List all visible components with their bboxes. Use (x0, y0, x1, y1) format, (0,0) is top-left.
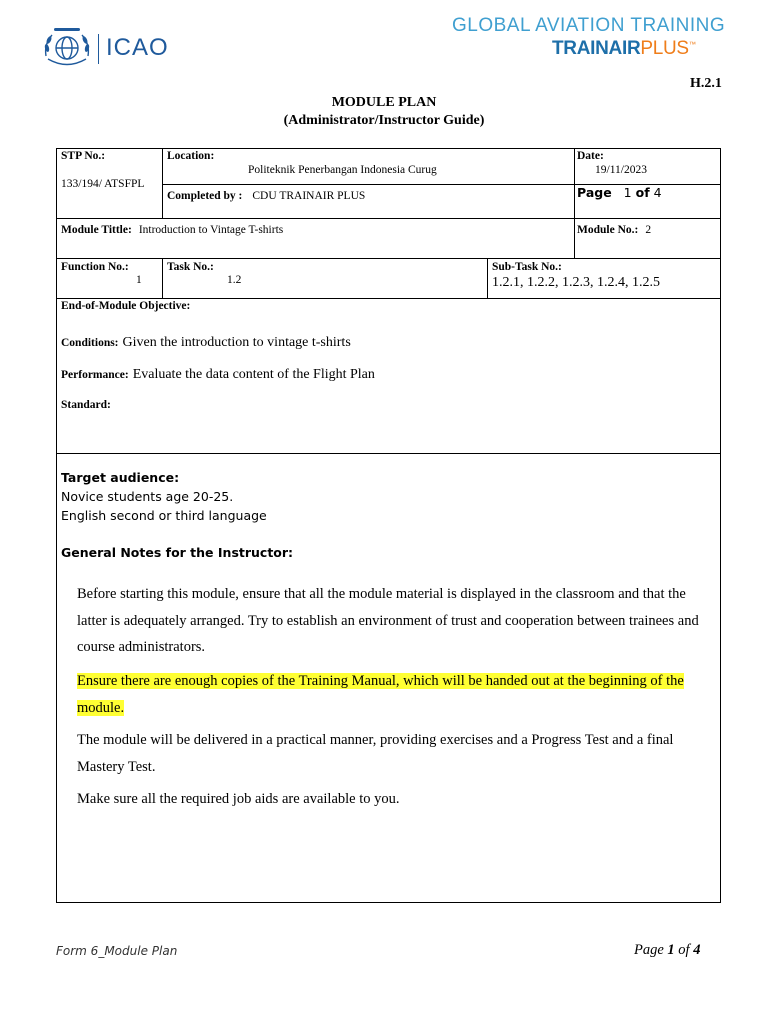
col-divider (162, 148, 163, 218)
page-total: 4 (653, 185, 662, 200)
doc-code: H.2.1 (690, 76, 722, 91)
notes-paragraph: Make sure all the required job aids are available to you. (77, 791, 400, 807)
module-no-value: 2 (645, 224, 652, 236)
task-label: Task No.: (167, 261, 214, 273)
module-title-value: Introduction to Vintage T-shirts (138, 224, 284, 236)
row-divider (56, 218, 721, 219)
col-divider (487, 258, 488, 298)
subtask-value: 1.2.1, 1.2.2, 1.2.3, 1.2.4, 1.2.5 (492, 275, 660, 290)
module-no-field (577, 220, 651, 238)
standard-label: Standard: (61, 399, 111, 411)
row-divider (56, 298, 721, 299)
date-value: 19/11/2023 (595, 164, 647, 176)
location-value: Politeknik Penerbangan Indonesia Curug (248, 164, 437, 176)
col-divider (574, 148, 575, 218)
footer-page-indicator (634, 942, 700, 959)
module-title-field (61, 220, 283, 238)
page-title: MODULE PLAN (331, 95, 437, 110)
page-indicator (577, 185, 662, 200)
notes-paragraph: The module will be delivered in a practical manner, providing exercises and a Progress Test and a final Mastery Test. (77, 732, 674, 775)
page-word: Page (577, 185, 612, 200)
brand-part-a: TRAINAIR (552, 38, 641, 59)
stp-value: 133/194/ ATSFPL (61, 178, 145, 190)
footer-page-of: of (678, 942, 690, 958)
row-divider (56, 453, 721, 454)
audience-line: Novice students age 20-25. (61, 489, 234, 504)
completed-by (167, 186, 365, 204)
date-label: Date: (577, 150, 604, 162)
notes-paragraph: Before starting this module, ensure that all the module material is displayed in the classroom and that the latter is adequately arranged. Try to establish an environment of trust and cooperation between trainees and course administrators. (77, 586, 699, 655)
module-title-label: Module Tittle: (61, 224, 132, 236)
performance-value: Evaluate the data content of the Flight Plan (132, 367, 375, 382)
function-value: 1 (136, 274, 142, 286)
conditions-value: Given the introduction to vintage t-shirts (122, 335, 351, 350)
footer-page-total: 4 (693, 942, 701, 958)
stp-label: STP No.: (61, 150, 106, 162)
logo-separator (98, 34, 99, 64)
org-name: ICAO (106, 34, 169, 61)
notes-paragraph-highlighted (77, 668, 702, 721)
program-title: GLOBAL AVIATION TRAINING (452, 15, 726, 36)
conditions-field (61, 333, 351, 351)
objective-label: End-of-Module Objective: (61, 300, 191, 312)
row-divider (56, 258, 721, 259)
footer-page-num: 1 (667, 942, 675, 958)
location-label: Location: (167, 150, 215, 162)
conditions-label: Conditions: (61, 337, 119, 349)
row-divider (162, 184, 574, 185)
audience-line: English second or third language (61, 508, 267, 523)
completed-value: CDU TRAINAIR PLUS (252, 190, 366, 202)
footer-form-name: Form 6_Module Plan (56, 944, 178, 958)
subtask-label: Sub-Task No.: (492, 261, 562, 273)
brand-part-b: PLUS (640, 38, 689, 59)
completed-label: Completed by : (167, 190, 243, 202)
highlighted-text: Ensure there are enough copies of the Training Manual, which will be handed out at the beginning of the module. (77, 673, 684, 716)
function-label: Function No.: (61, 261, 129, 273)
task-value: 1.2 (227, 274, 242, 286)
col-divider (574, 218, 575, 258)
trademark-mark: ™ (688, 41, 696, 49)
page-subtitle: (Administrator/Instructor Guide) (283, 113, 485, 128)
module-no-label: Module No.: (577, 224, 639, 236)
performance-field (61, 365, 375, 383)
icao-emblem-icon (40, 26, 94, 72)
page-num: 1 (623, 185, 632, 200)
program-brand (552, 38, 696, 60)
notes-heading: General Notes for the Instructor: (61, 545, 294, 560)
performance-label: Performance: (61, 369, 129, 381)
col-divider (162, 258, 163, 298)
footer-page-word: Page (634, 942, 664, 958)
page-of: of (635, 185, 650, 200)
audience-heading: Target audience: (61, 470, 180, 485)
